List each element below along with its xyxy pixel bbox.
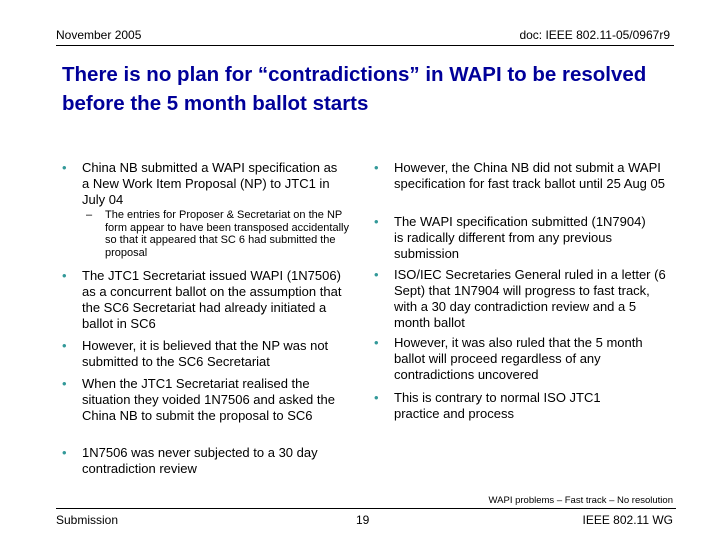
bullet-text: This is contrary to normal ISO JTC1 practice and process xyxy=(394,390,601,421)
right-bullet-2 xyxy=(374,214,654,262)
right-bullet-4 xyxy=(374,335,669,383)
bullet-text: China NB submitted a WAPI specification as a New Work Item Proposal (NP) to JTC1 in July 04 xyxy=(82,160,338,207)
footer-left: Submission xyxy=(56,513,119,527)
bullet-icon: • xyxy=(62,268,67,283)
footer-right: IEEE 802.11 WG xyxy=(582,513,673,527)
bullet-text: 1N7506 was never subjected to a 30 day contradiction review xyxy=(82,445,318,476)
slide-title: There is no plan for “contradictions” in WAPI to be resolved before the 5 month ballot starts xyxy=(62,63,647,115)
left-bullet-3 xyxy=(62,338,347,370)
sub-bullet-text: The entries for Proposer & Secretariat on the NP form appear to have been transposed accidentally so that it appeared that SC 6 had submitted the proposal xyxy=(105,209,349,259)
left-sub-bullet xyxy=(86,209,355,259)
bullet-icon: • xyxy=(374,390,379,405)
bullet-text: When the JTC1 Secretariat realised the situation they voided 1N7506 and asked the China NB to submit the proposal to SC6 xyxy=(82,376,335,423)
bullet-icon: • xyxy=(62,445,67,460)
bullet-icon: • xyxy=(62,376,67,391)
bullet-text: However, it is believed that the NP was not submitted to the SC6 Secretariat xyxy=(82,338,329,369)
right-bullet-1 xyxy=(374,160,669,192)
bullet-text: The WAPI specification submitted (1N7904) is radically different from any previous submission xyxy=(394,214,646,261)
bullet-text: However, it was also ruled that the 5 month ballot will proceed regardless of any contradictions uncovered xyxy=(394,335,643,382)
page-number: 19 xyxy=(356,513,370,527)
left-bullet-5 xyxy=(62,445,347,477)
footer-rule xyxy=(56,508,676,509)
right-bullet-3 xyxy=(374,267,669,331)
bullet-icon: • xyxy=(374,267,379,282)
right-bullet-5 xyxy=(374,390,634,422)
dash-icon: – xyxy=(86,209,93,221)
left-bullet-2 xyxy=(62,268,347,332)
footer-caption: WAPI problems – Fast track – No resolution xyxy=(488,495,673,506)
bullet-icon: • xyxy=(62,160,67,175)
bullet-text: However, the China NB did not submit a WAPI specification for fast track ballot until 25 Aug 05 xyxy=(394,160,665,191)
header-doc: doc: IEEE 802.11-05/0967r9 xyxy=(519,28,670,42)
bullet-text: The JTC1 Secretariat issued WAPI (1N7506) as a concurrent ballot on the assumption that the SC6 Secretariat had already initiated a ballot in SC6 xyxy=(82,268,342,331)
bullet-icon: • xyxy=(374,160,379,175)
bullet-text: ISO/IEC Secretaries General ruled in a letter (6 Sept) that 1N7904 will progress to fast track, with a 30 day contradiction review and a 5 month ballot xyxy=(394,267,666,330)
left-bullet-1 xyxy=(62,160,347,208)
left-bullet-4 xyxy=(62,376,347,424)
bullet-icon: • xyxy=(374,214,379,229)
header-rule xyxy=(56,45,674,46)
bullet-icon: • xyxy=(62,338,67,353)
bullet-icon: • xyxy=(374,335,379,350)
header-date: November 2005 xyxy=(56,28,142,42)
